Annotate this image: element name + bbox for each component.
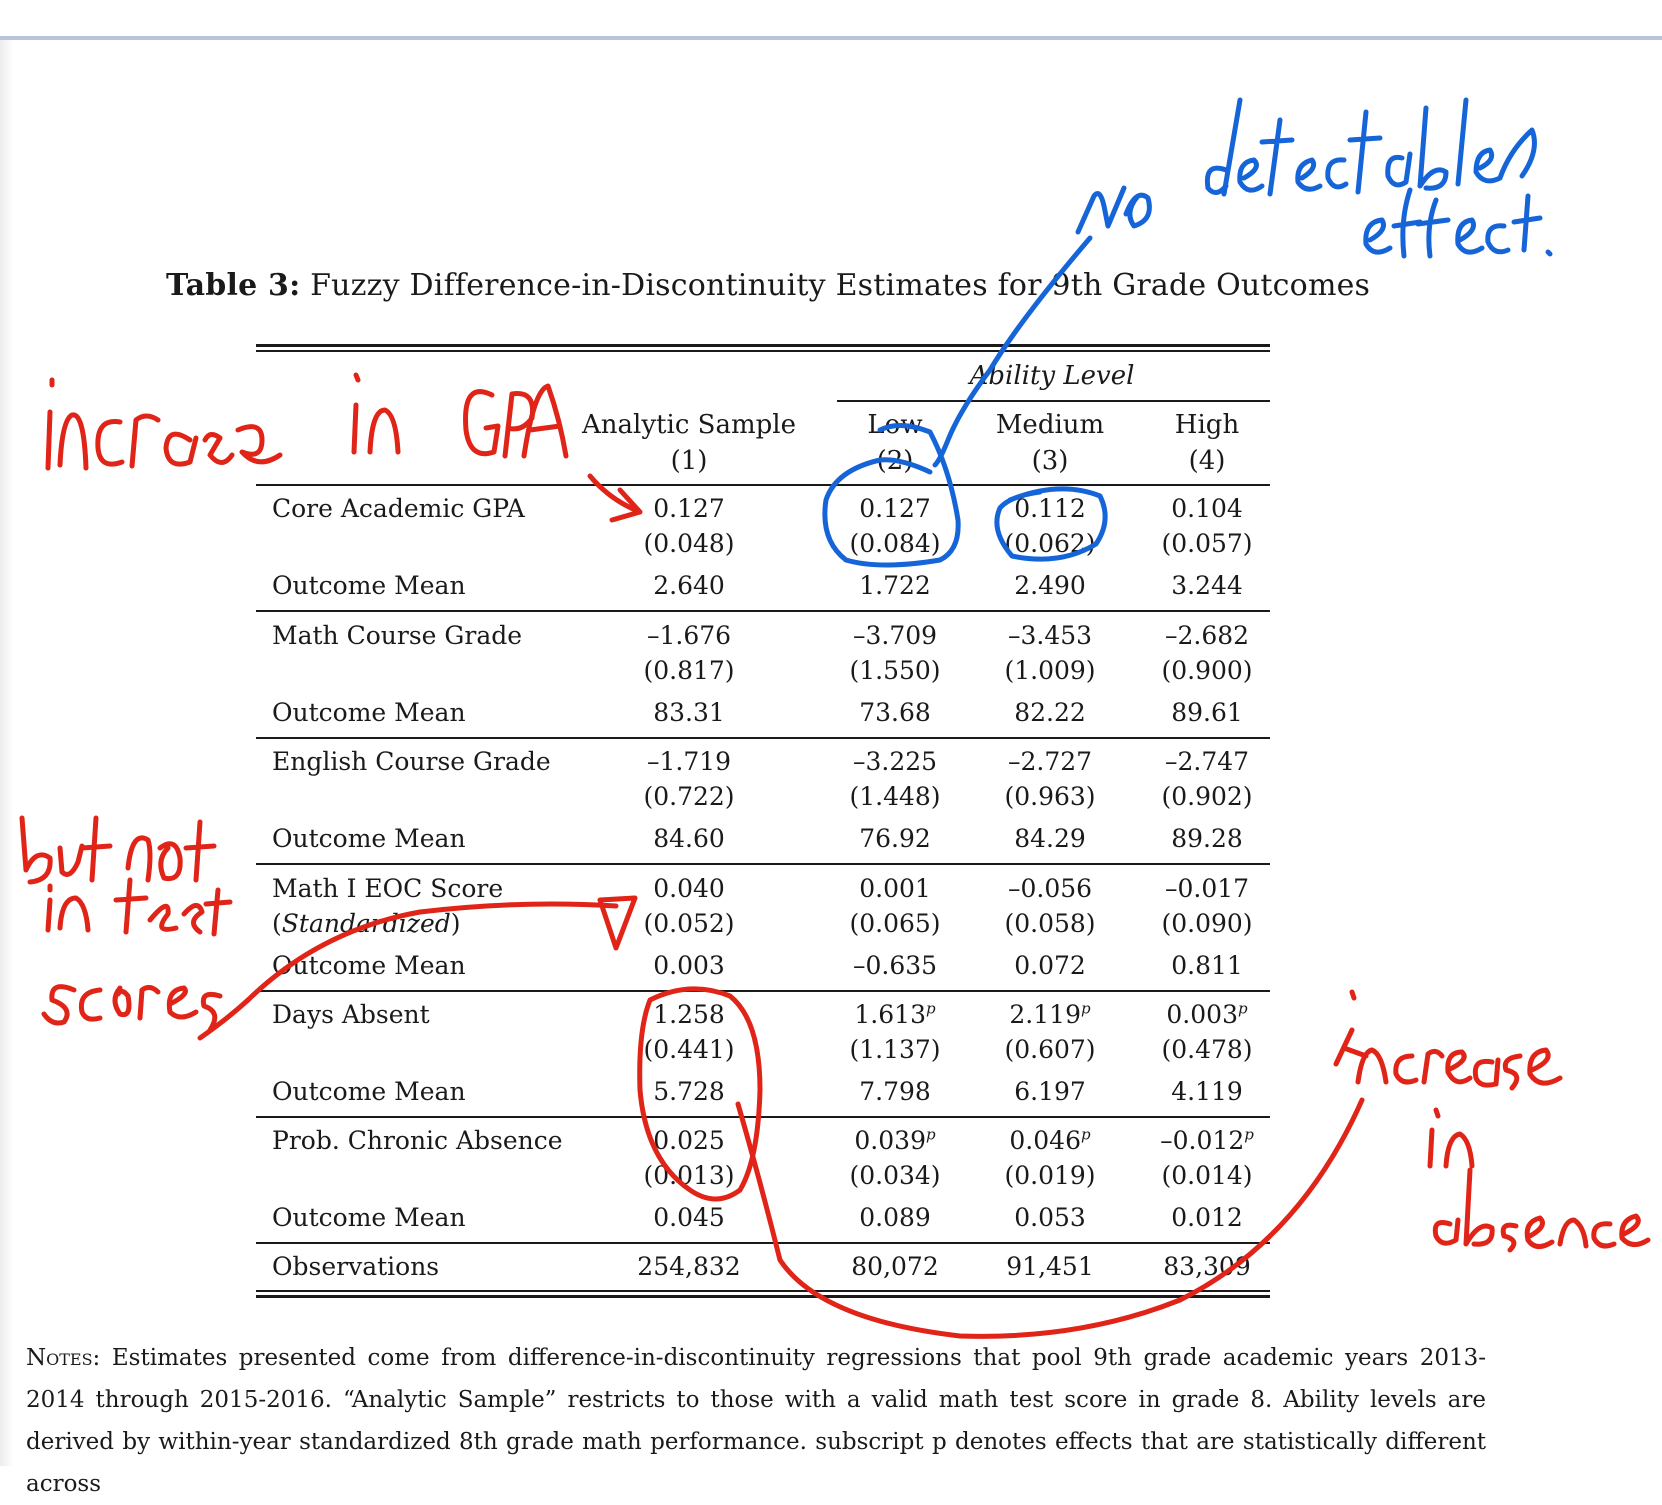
estimate-value: 0.127	[859, 494, 931, 523]
group-header-ability-level: Ability Level	[969, 361, 1135, 391]
outcome-mean-cell: 2.640	[653, 571, 725, 600]
standard-error-cell: (0.084)	[849, 529, 941, 558]
row-label: Math Course Grade	[272, 621, 523, 650]
column-header-name: Low	[867, 410, 923, 440]
column-header-number: (2)	[876, 446, 914, 476]
standard-error-cell: (0.057)	[1161, 529, 1253, 558]
outcome-mean-cell: 83.31	[653, 698, 725, 727]
estimate-value: –0.056	[1007, 874, 1093, 903]
estimate-value: 0.001	[859, 874, 931, 903]
standard-error-cell: (0.817)	[643, 656, 735, 685]
outcome-mean-label: Outcome Mean	[272, 1203, 466, 1232]
column-header-name: Medium	[995, 410, 1105, 440]
estimate-value: 0.104	[1171, 494, 1243, 523]
outcome-mean-cell: 73.68	[859, 698, 931, 727]
outcome-mean-label: Outcome Mean	[272, 698, 466, 727]
standard-error-cell: (0.019)	[1004, 1161, 1096, 1190]
outcome-mean-cell: 0.811	[1171, 951, 1243, 980]
estimate-value: –2.747	[1164, 747, 1250, 776]
standard-error-cell: (0.607)	[1004, 1035, 1096, 1064]
outcome-mean-cell: 4.119	[1171, 1077, 1243, 1106]
estimate-value: 2.119	[1009, 1000, 1081, 1029]
estimate-value: –3.225	[852, 747, 938, 776]
outcome-mean-cell: 5.728	[653, 1077, 725, 1106]
observations-cell: 80,072	[851, 1252, 939, 1281]
estimate-value: –0.017	[1164, 874, 1250, 903]
standard-error-cell: (0.090)	[1161, 909, 1253, 938]
outcome-mean-label: Outcome Mean	[272, 571, 466, 600]
estimate-value: 0.039	[854, 1126, 926, 1155]
standard-error-cell: (0.900)	[1161, 656, 1253, 685]
standard-error-cell: (1.550)	[849, 656, 941, 685]
observations-cell: 83,309	[1163, 1252, 1251, 1281]
estimate-value: –2.682	[1164, 621, 1250, 650]
estimate-value: –1.676	[646, 621, 732, 650]
outcome-mean-label: Outcome Mean	[272, 951, 466, 980]
estimate-value: –3.453	[1007, 621, 1093, 650]
standard-error-cell: (0.963)	[1004, 782, 1096, 811]
estimate-value: 0.112	[1014, 494, 1086, 523]
observations-label: Observations	[272, 1252, 440, 1281]
notes-lead: Notes:	[26, 1345, 101, 1371]
standard-error-cell: (1.448)	[849, 782, 941, 811]
significance-superscript: p	[1080, 999, 1091, 1018]
outcome-mean-cell: 89.61	[1171, 698, 1243, 727]
standard-error-cell: (0.034)	[849, 1161, 941, 1190]
standard-error-cell: (0.048)	[643, 529, 735, 558]
annotation-absence-circle	[640, 989, 1362, 1336]
standard-error-cell: (0.722)	[643, 782, 735, 811]
notes-text: Estimates presented come from difference-in-discontinuity regressions that pool 9th grade academic years 2013-2014 through 2015-2016. “Analytic Sample” restricts to those with a valid math test score in grade 8. Ability levels are derived by within-year standardized 8th grade math performance. subscript p denotes effects that are statistically different across	[26, 1345, 1486, 1497]
estimate-value: 0.040	[653, 874, 725, 903]
standard-error-cell: (1.137)	[849, 1035, 941, 1064]
standard-error-cell: (0.478)	[1161, 1035, 1253, 1064]
outcome-mean-cell: 89.28	[1171, 824, 1243, 853]
standard-error-cell: (1.009)	[1004, 656, 1096, 685]
outcome-mean-cell: 0.053	[1014, 1203, 1086, 1232]
row-sublabel: (Standardized)	[272, 909, 461, 938]
observations-cell: 91,451	[1006, 1252, 1094, 1281]
outcome-mean-cell: 1.722	[859, 571, 931, 600]
outcome-mean-cell: 6.197	[1014, 1077, 1086, 1106]
outcome-mean-cell: –0.635	[852, 951, 938, 980]
estimate-value: 0.025	[653, 1126, 725, 1155]
standard-error-cell: (0.052)	[643, 909, 735, 938]
column-header-name: High	[1174, 410, 1240, 440]
column-header-number: (3)	[1031, 446, 1069, 476]
caption-text: Fuzzy Difference-in-Discontinuity Estimates for 9th Grade Outcomes	[310, 268, 1371, 303]
column-header-name: Analytic Sample	[582, 410, 796, 440]
estimate-value: –3.709	[852, 621, 938, 650]
outcome-mean-cell: 82.22	[1014, 698, 1086, 727]
standard-error-cell: (0.058)	[1004, 909, 1096, 938]
standard-error-cell: (0.441)	[643, 1035, 735, 1064]
estimate-value: 0.046	[1009, 1126, 1081, 1155]
outcome-mean-cell: 0.089	[859, 1203, 931, 1232]
estimate-value: –0.012	[1160, 1126, 1245, 1155]
estimate-value: –2.727	[1007, 747, 1093, 776]
estimate-value: 0.003	[1166, 1000, 1238, 1029]
standard-error-cell: (0.014)	[1161, 1161, 1253, 1190]
outcome-mean-cell: 76.92	[859, 824, 931, 853]
standard-error-cell: (0.013)	[643, 1161, 735, 1190]
annotation-but-not-in-test-scores	[22, 818, 635, 1038]
estimate-value: –1.719	[646, 747, 732, 776]
outcome-mean-cell: 3.244	[1171, 571, 1243, 600]
outcome-mean-cell: 84.60	[653, 824, 725, 853]
standard-error-cell: (0.062)	[1004, 529, 1096, 558]
annotation-increase-in-absence	[1336, 992, 1648, 1250]
annotation-increase-in-gpa	[48, 375, 640, 520]
significance-superscript: p	[1080, 1125, 1091, 1144]
significance-superscript: p	[925, 999, 936, 1018]
row-label: English Course Grade	[272, 747, 551, 776]
outcome-mean-cell: 7.798	[859, 1077, 931, 1106]
column-header-number: (1)	[670, 446, 708, 476]
outcome-mean-cell: 2.490	[1014, 571, 1086, 600]
caption-label: Table 3:	[166, 268, 301, 303]
outcome-mean-label: Outcome Mean	[272, 1077, 466, 1106]
estimate-value: 0.127	[653, 494, 725, 523]
estimate-value: 1.258	[653, 1000, 725, 1029]
outcome-mean-cell: 0.072	[1014, 951, 1086, 980]
standard-error-cell: (0.902)	[1161, 782, 1253, 811]
outcome-mean-cell: 0.003	[653, 951, 725, 980]
significance-superscript: p	[1244, 1125, 1254, 1144]
row-label: Days Absent	[272, 1000, 430, 1029]
outcome-mean-cell: 0.012	[1171, 1203, 1243, 1232]
row-sublabel-text: Standardized	[281, 909, 451, 938]
outcome-mean-cell: 84.29	[1014, 824, 1086, 853]
outcome-mean-label: Outcome Mean	[272, 824, 466, 853]
significance-superscript: p	[925, 1125, 936, 1144]
row-label: Math I EOC Score	[272, 874, 504, 903]
row-label: Core Academic GPA	[272, 494, 525, 523]
observations-cell: 254,832	[637, 1252, 741, 1281]
column-header-number: (4)	[1188, 446, 1226, 476]
significance-superscript: p	[1237, 999, 1248, 1018]
outcome-mean-cell: 0.045	[653, 1203, 725, 1232]
annotation-no-detectable-effect	[825, 100, 1550, 565]
standard-error-cell: (0.065)	[849, 909, 941, 938]
estimate-value: 1.613	[854, 1000, 926, 1029]
row-label: Prob. Chronic Absence	[272, 1126, 563, 1155]
